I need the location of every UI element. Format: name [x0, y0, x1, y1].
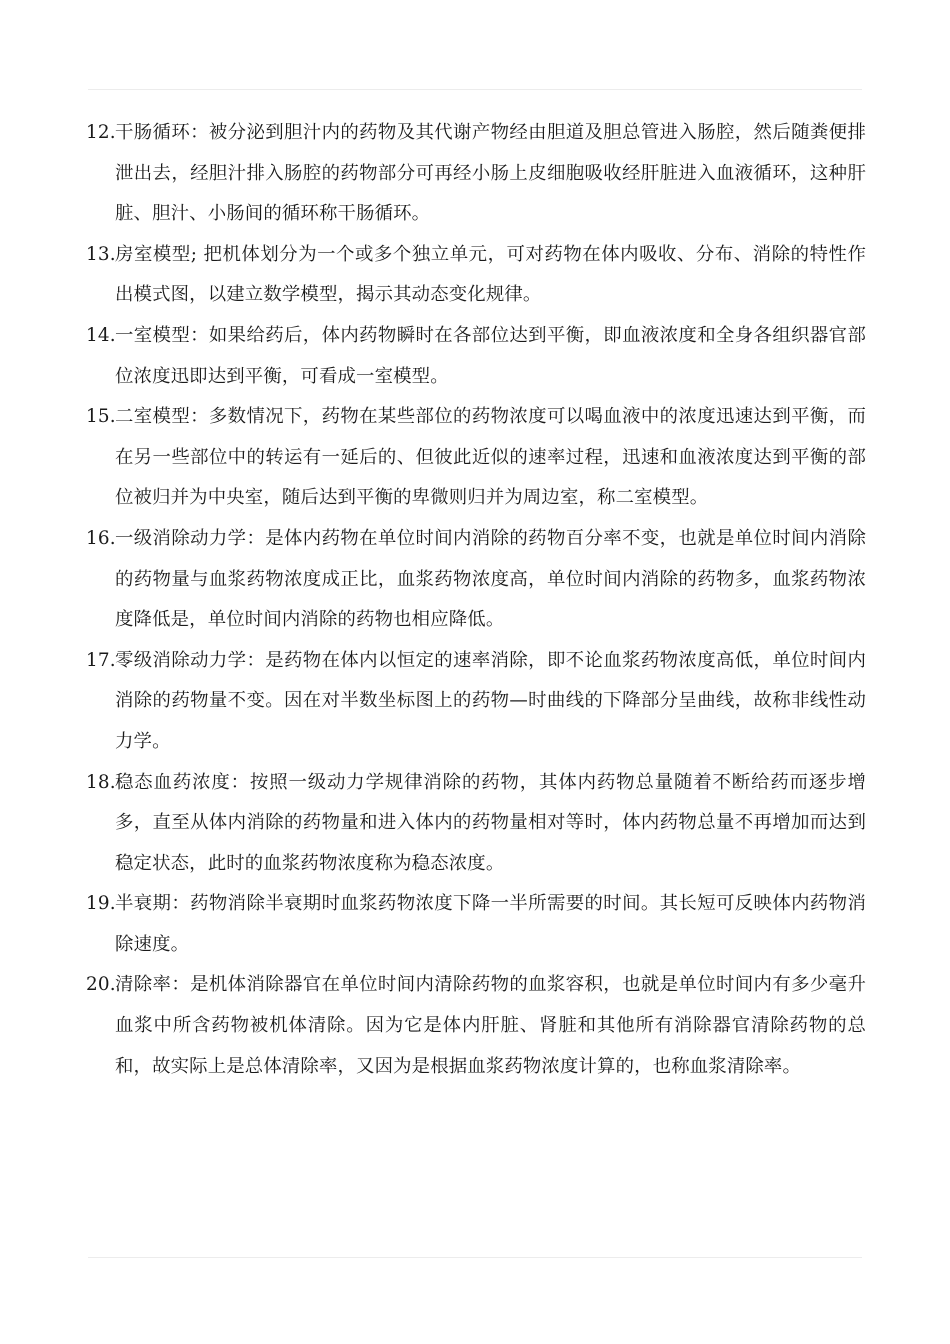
item-text: 干肠循环：被分泌到胆汁内的药物及其代谢产物经由胆道及胆总管进入肠腔，然后随粪便排泄出去，经胆汁排入肠腔的药物部分可再经小肠上皮细胞吸收经肝脏进入血液循环，这种肝脏、胆汁、小肠间的循环称干肠循环。	[115, 122, 866, 225]
item-number: 18.	[86, 771, 116, 793]
item-text: 清除率：是机体消除器官在单位时间内清除药物的血浆容积，也就是单位时间内有多少毫升血浆中所含药物被机体清除。因为它是体内肝脏、肾脏和其他所有消除器官清除药物的总和，故实际上是总体清除率，又因为是根据血浆药物浓度计算的，也称血浆清除率。	[115, 974, 866, 1077]
item-number: 19.	[86, 893, 116, 915]
definition-item	[86, 113, 866, 235]
item-number: 20.	[86, 974, 116, 996]
item-number: 16.	[86, 527, 116, 549]
document-body	[86, 113, 866, 1087]
item-number: 17.	[86, 649, 116, 671]
definition-item	[86, 235, 866, 316]
definition-item	[86, 316, 866, 397]
definition-item	[86, 641, 866, 763]
footer-divider	[88, 1257, 862, 1258]
item-number: 12.	[86, 122, 116, 143]
item-number: 15.	[86, 406, 116, 428]
definition-item	[86, 397, 866, 519]
header-divider	[88, 89, 862, 90]
item-number: 13.	[86, 243, 116, 265]
definition-item	[86, 763, 866, 885]
item-text: 一级消除动力学：是体内药物在单位时间内消除的药物百分率不变，也就是单位时间内消除的药物量与血浆药物浓度成正比，血浆药物浓度高，单位时间内消除的药物多，血浆药物浓度降低是，单位时间内消除的药物也相应降低。	[115, 527, 866, 631]
item-text: 房室模型; 把机体划分为一个或多个独立单元，可对药物在体内吸收、分布、消除的特性作出模式图，以建立数学模型，揭示其动态变化规律。	[115, 243, 866, 306]
definition-item	[86, 965, 866, 1087]
definition-item	[86, 884, 866, 965]
item-number: 14.	[86, 324, 116, 346]
item-text: 二室模型：多数情况下，药物在某些部位的药物浓度可以喝血液中的浓度迅速达到平衡，而在另一些部位中的转运有一延后的、但彼此近似的速率过程，迅速和血液浓度达到平衡的部位被归并为中央室，随后达到平衡的卑微则归并为周边室，称二室模型。	[115, 406, 866, 509]
item-text: 零级消除动力学：是药物在体内以恒定的速率消除，即不论血浆药物浓度高低，单位时间内消除的药物量不变。因在对半数坐标图上的药物—时曲线的下降部分呈曲线，故称非线性动力学。	[115, 649, 866, 752]
item-text: 一室模型：如果给药后，体内药物瞬时在各部位达到平衡，即血液浓度和全身各组织器官部位浓度迅即达到平衡，可看成一室模型。	[115, 324, 866, 387]
item-text: 稳态血药浓度：按照一级动力学规律消除的药物，其体内药物总量随着不断给药而逐步增多，直至从体内消除的药物量和进入体内的药物量相对等时，体内药物总量不再增加而达到稳定状态，此时的血浆药物浓度称为稳态浓度。	[115, 771, 866, 874]
definition-item	[86, 519, 866, 641]
item-text: 半衰期：药物消除半衰期时血浆药物浓度下降一半所需要的时间。其长短可反映体内药物消除速度。	[115, 893, 866, 955]
